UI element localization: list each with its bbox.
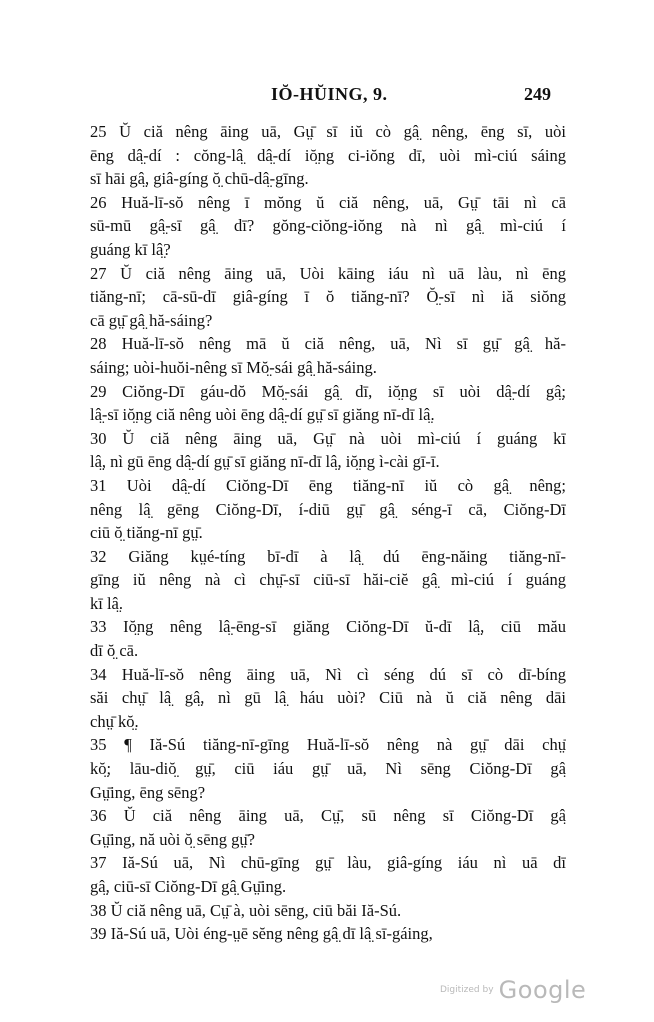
verse-line: 27 Ŭ ciă nêng āing uā, Uòi kāing iáu nì uā làu, nì ēng [90,263,566,283]
verse-line: 31 Uòi dâ̤-dí Ciŏng-Dī ēng tiăng-nī iŭ cò gâ̤ nêng; [90,475,566,495]
verse [90,262,566,333]
verse-line: sū-mū gâ̤-sī gâ̤ dī? gŏng-ciŏng-iŏng nà nì gâ̤ mì-ciú í [90,216,566,236]
verse-line: 30 Ŭ ciă nêng āing uā, Gṳ̄ nà uòi mì-ciú í guáng kī [90,428,566,448]
verse-line: 26 Huă-lī-sŏ nêng ī mŏng ŭ ciă nêng, uā, Gṳ̄ tāi nì cā [90,192,566,212]
verse-line: 38 Ŭ ciă nêng uā, Cṳ̄ à, uòi sēng, ciū băi Iă-Sú. [90,900,402,920]
verse-line: tiăng-nī; cā-sū-dī giâ-gíng ī ŏ tiăng-nī? Ŏ̤-sī nì iă siŏng [90,287,566,307]
verse-text-block [90,120,566,946]
verse-line: Gṳ̄ing, nă uòi ŏ̤ sēng gṳ̄? [90,829,255,849]
verse-line: 37 Iă-Sú uā, Nì chū-gīng gṳ̄ làu, giâ-gíng iáu nì uā dī [90,853,566,873]
verse-line: 28 Huă-lī-sŏ nêng mā ŭ ciă nêng, uā, Nì sī gṳ̄ gâ̤ hă- [90,334,566,354]
verse-line: 32 Giăng kṳé-tíng bī-dī à lâ̤ dú ēng-năing tiăng-nī- [90,546,566,566]
page-number: 249 [524,84,551,104]
verse-line: gâ̤, ciū-sī Ciŏng-Dī gâ̤ Gṳ̄ing. [90,877,287,896]
verse-line: 39 Iă-Sú uā, Uòi éng-ṳē sĕng nêng gâ̤ dī lâ̤ sī-gáing, [90,924,433,944]
verse [90,474,566,545]
verse-line: cā gṳ̄ gâ̤ hă-sáing? [90,310,213,330]
verse [90,851,566,898]
verse-line: sáing; uòi-huŏi-nêng sī Mŏ̤-sái gâ̤ hă-sáing. [90,357,377,377]
verse [90,899,566,923]
verse [90,332,566,379]
verse [90,733,566,804]
verse-line: 25 Ŭ ciă nêng āing uā, Gṳ̄ sī iŭ cò gâ̤ nêng, ēng sī, uòi [90,122,566,141]
verse-line: kī lâ̤. [90,593,123,613]
verse-line: 35 ¶ Iă-Sú tiăng-nī-gīng Huă-lī-sŏ nêng nà gṳ̄ dāi chṳ̄ [90,735,566,755]
verse-line: gīng iŭ nêng nà cì chṳ̄-sī ciū-sī hăi-ciĕ gâ̤ mì-ciú í guáng [90,570,566,590]
verse [90,191,566,262]
verse [90,663,566,734]
verse [90,804,566,851]
verse-line: săi chṳ̄ lâ̤ gâ̤, nì gū lâ̤ háu uòi? Ciū nà ŭ ciă nêng dāi [90,688,566,708]
verse-line: 33 Iŏ̤ng nêng lâ̤-ēng-sī giăng Ciŏng-Dī ŭ-dī lâ̤, ciū mău [90,617,566,637]
verse-line: kŏ̤; lāu-diŏ̤ gṳ̄, ciū iáu gṳ̄ uā, Nì sēng Ciŏng-Dī gâ̤ [90,759,566,779]
verse-line: Gṳ̄ing, ēng sēng? [90,782,206,802]
verse [90,615,566,662]
verse-line: guáng kī lâ̤? [90,239,171,259]
verse-line: sī hāi gâ̤, giâ-gíng ŏ̤ chū-dâ̤-gīng. [90,169,309,189]
watermark-prefix: Digitized by [440,985,494,995]
verse-line: 29 Ciŏng-Dī gáu-dŏ Mŏ̤-sái gâ̤ dī, iŏ̤ng sī uòi dâ̤-dí gâ̤; [90,381,566,401]
verse-line: nêng lâ̤ gēng Ciŏng-Dī, í-diū gṳ̄ gâ̤ séng-ī cā, Ciŏng-Dī [90,499,566,519]
verse-line: 34 Huă-lī-sŏ nêng āing uā, Nì cì séng dú sī cò dī-bíng [90,664,566,684]
verse-line: lâ̤-sī iŏ̤ng ciă nêng uòi ēng dâ̤-dí gṳ̄ sī giăng nī-dī lâ̤. [90,405,435,425]
verse-line: chṳ̄ kŏ̤. [90,711,139,731]
running-header [0,84,654,108]
verse [90,120,566,191]
verse-line: ciū ŏ̤ tiăng-nī gṳ̄. [90,523,203,543]
verse [90,545,566,616]
verse-line: ēng dâ̤-dí : cŏng-lâ̤ dâ̤-dí iŏ̤ng ci-iŏng dī, uòi mì-ciú sáing [90,145,566,165]
verse-line: 36 Ŭ ciă nêng āing uā, Cṳ̄, sū nêng sī Ciŏng-Dī gâ̤ [90,806,566,826]
google-logo: Google [498,976,587,1004]
verse [90,427,566,474]
verse-line: lâ̤, nì gū ēng dâ̤-dí gṳ̄ sī giăng nī-dī lâ̤, iŏ̤ng ì-cài gī-ī. [90,452,440,472]
verse [90,380,566,427]
digitized-by-google-watermark [440,976,586,1004]
verse [90,922,566,946]
chapter-title: IŎ-HŬING, 9. [271,84,388,104]
verse-line: dī ŏ̤ cā. [90,641,139,661]
